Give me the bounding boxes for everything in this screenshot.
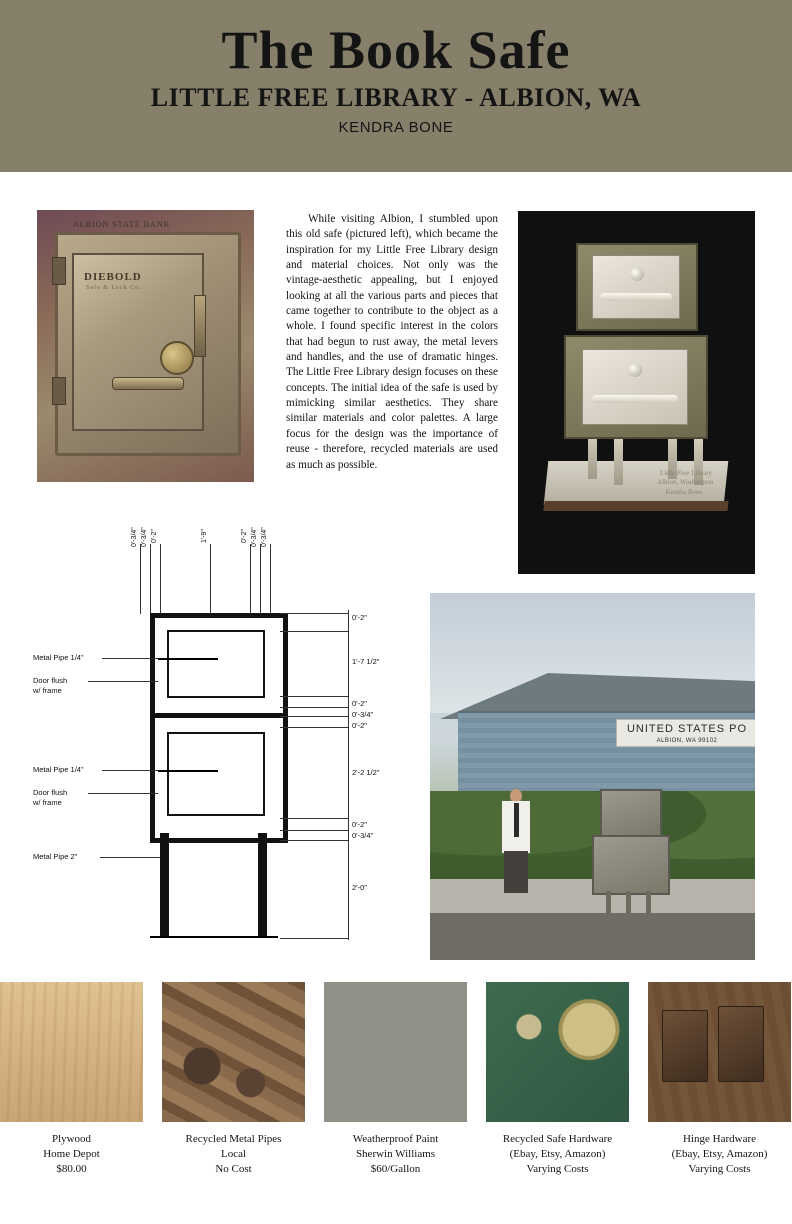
callout-door-flush-lower-b: w/ frame — [33, 798, 62, 807]
material-card — [324, 982, 467, 1177]
post-office-sign-text: UNITED STATES PO — [626, 723, 748, 735]
top-dim-3: 0'-2" — [151, 529, 158, 543]
post-office-sign — [616, 719, 755, 747]
material-caption — [648, 1132, 791, 1177]
drawing-lower-box — [150, 713, 288, 843]
model-upper-handle — [600, 293, 672, 301]
ext-line-6 — [260, 544, 261, 614]
right-dim-6: 2'-2 1/2" — [352, 768, 380, 777]
hinge-piece-right — [718, 1006, 764, 1082]
poster-header — [0, 0, 792, 172]
material-name: Recycled Metal Pipes — [185, 1133, 282, 1145]
top-dim-6: 0'-3/4" — [251, 527, 258, 547]
model-upper-knob — [630, 267, 644, 281]
safe-door-shape — [72, 253, 204, 431]
drawing-lower-door — [167, 732, 265, 816]
material-card — [648, 982, 791, 1177]
callout-leader-3 — [102, 770, 158, 771]
intro-paragraph: While visiting Albion, I stumbled upon this old safe (pictured left), which became the inspiration for my Little Free Library design and material choices. Not only was the vintage-aesthetic appealing, but I enjoyed looking at all the various parts and pieces that came together to contribute to the object as a whole. I found specific interest in the colors that had begun to rust away, the metal levers and handles, and the use of dramatic hinges. The Little Free Library design focuses on these concepts. The initial idea of the safe is used by mimicking similar aesthetics. They share similar materials and color palettes. A large focus for the design was the importance of reuse - therefore, recycled materials are used as much as possible. — [286, 213, 498, 471]
callout-door-flush-upper-b: w/ frame — [33, 686, 62, 695]
material-source: Sherwin Williams — [355, 1147, 436, 1160]
material-name: Weatherproof Paint — [352, 1133, 439, 1145]
callout-door-flush-lower-a: Door flush — [33, 788, 68, 797]
safe-handle — [112, 377, 184, 390]
author-name: KENDRA BONE — [338, 118, 454, 136]
safe-body-shape — [55, 232, 241, 456]
right-tick-4 — [280, 707, 348, 708]
material-card — [0, 982, 143, 1177]
material-caption — [486, 1132, 629, 1177]
callout-door-flush-upper-a: Door flush — [33, 676, 68, 685]
model-photo — [518, 211, 755, 574]
drawing-ground-line — [150, 936, 278, 938]
right-dim-7: 0'-2" — [352, 820, 367, 829]
metal-pipes-swatch — [162, 982, 305, 1122]
top-dim-4: 1'-9" — [201, 529, 208, 543]
safe-reference-photo — [37, 210, 254, 482]
road — [430, 913, 755, 960]
callout-leader-5 — [100, 857, 160, 858]
elevation-drawing — [30, 500, 420, 960]
material-card — [486, 982, 629, 1177]
hinge-hardware-swatch — [648, 982, 791, 1122]
materials-strip — [0, 982, 792, 1224]
right-dim-8: 0'-3/4" — [352, 831, 374, 840]
material-name: Recycled Safe Hardware — [502, 1133, 613, 1145]
right-tick-2 — [280, 631, 348, 632]
material-name: Hinge Hardware — [683, 1133, 756, 1145]
right-tick-9 — [280, 840, 348, 841]
installed-upper-box — [600, 789, 662, 837]
paint-swatch — [324, 982, 467, 1122]
material-cost: No Cost — [215, 1162, 252, 1175]
model-plaque-line-1: Little Free Library — [659, 469, 713, 477]
drawing-upper-pipe — [158, 658, 218, 660]
installed-lower-box — [592, 835, 670, 895]
installed-leg-1 — [606, 891, 611, 913]
header-text-block — [0, 22, 792, 136]
safe-bank-text: ALBION STATE BANK — [73, 220, 171, 229]
model-plaque — [639, 469, 732, 497]
model-plaque-line-2: Albion, Washington — [656, 478, 714, 487]
person-tie — [514, 803, 519, 837]
right-tick-3 — [280, 696, 348, 697]
right-dim-5: 0'-2" — [352, 721, 367, 730]
person-legs — [504, 851, 528, 893]
installed-leg-2 — [626, 891, 631, 913]
callout-metal-pipe-post: Metal Pipe 2" — [33, 852, 78, 861]
installed-leg-3 — [646, 891, 651, 913]
page-title: The Book Safe — [221, 20, 571, 80]
model-upper-door — [592, 255, 680, 319]
right-tick-6 — [280, 727, 348, 728]
top-dim-5: 0'-2" — [241, 529, 248, 543]
drawing-post-left — [160, 833, 169, 938]
safe-hinge-lower — [52, 377, 66, 405]
right-tick-5 — [280, 716, 348, 717]
drawing-upper-door — [167, 630, 265, 698]
right-tick-7 — [280, 818, 348, 819]
safe-brand-sub-text: Safe & Lock Co. — [86, 285, 142, 291]
safe-hinge-upper — [52, 257, 66, 285]
drawing-lower-pipe — [158, 770, 218, 772]
top-dim-7: 0'-3/4" — [261, 527, 268, 547]
right-dim-3: 0'-2" — [352, 699, 367, 708]
material-cost: $80.00 — [56, 1162, 87, 1175]
drawing-post-right — [258, 833, 267, 938]
material-caption — [162, 1132, 305, 1177]
callout-leader-2 — [88, 681, 158, 682]
right-dim-4: 0'-3/4" — [352, 710, 374, 719]
safe-hardware-swatch — [486, 982, 629, 1122]
right-dim-2: 1'-7 1/2" — [352, 657, 380, 666]
callout-leader-1 — [102, 658, 158, 659]
callout-metal-pipe-upper: Metal Pipe 1/4" — [33, 653, 84, 662]
material-cost: $60/Gallon — [370, 1162, 421, 1175]
model-plaque-line-3: Kendra Bone — [665, 487, 704, 496]
material-cost: Varying Costs — [688, 1162, 751, 1175]
post-office-sign-sub: ALBION, WA 99102 — [656, 738, 718, 744]
installation-photo — [430, 593, 755, 960]
material-source: Home Depot — [43, 1147, 100, 1160]
right-tick-1 — [280, 613, 348, 614]
right-tick-10 — [280, 938, 348, 939]
model-base-edge — [543, 501, 728, 511]
material-caption — [0, 1132, 143, 1177]
top-dim-1: 0'-3/4" — [131, 527, 138, 547]
model-upper-box — [576, 243, 698, 331]
model-lower-box — [564, 335, 708, 439]
model-lower-handle — [592, 395, 678, 403]
callout-leader-4 — [88, 793, 158, 794]
right-tick-8 — [280, 830, 348, 831]
material-source: (Ebay, Etsy, Amazon) — [671, 1147, 768, 1160]
safe-brand-text: DIEBOLD — [84, 271, 142, 283]
hinge-piece-left — [662, 1010, 708, 1082]
drawing-upper-box — [150, 613, 288, 721]
ext-line-2 — [150, 544, 151, 614]
model-lower-knob — [628, 363, 642, 377]
callout-metal-pipe-lower: Metal Pipe 1/4" — [33, 765, 84, 774]
right-dimension-line — [348, 610, 349, 940]
ext-line-5 — [250, 544, 251, 614]
material-source: Local — [220, 1147, 247, 1160]
material-source: (Ebay, Etsy, Amazon) — [509, 1147, 606, 1160]
safe-dial — [160, 341, 194, 375]
material-cost: Varying Costs — [526, 1162, 589, 1175]
plywood-swatch — [0, 982, 143, 1122]
ext-line-3 — [160, 544, 161, 614]
right-dim-9: 2'-0" — [352, 883, 367, 892]
material-card — [162, 982, 305, 1177]
model-lower-door — [582, 349, 688, 425]
ext-line-1 — [140, 544, 141, 614]
material-caption — [324, 1132, 467, 1177]
page-subtitle: LITTLE FREE LIBRARY - ALBION, WA — [150, 82, 642, 112]
safe-lever — [194, 295, 206, 357]
top-dim-2: 0'-3/4" — [141, 527, 148, 547]
right-dim-1: 0'-2" — [352, 613, 367, 622]
ext-line-7 — [270, 544, 271, 614]
material-name: Plywood — [51, 1133, 92, 1145]
ext-line-4 — [210, 544, 211, 614]
